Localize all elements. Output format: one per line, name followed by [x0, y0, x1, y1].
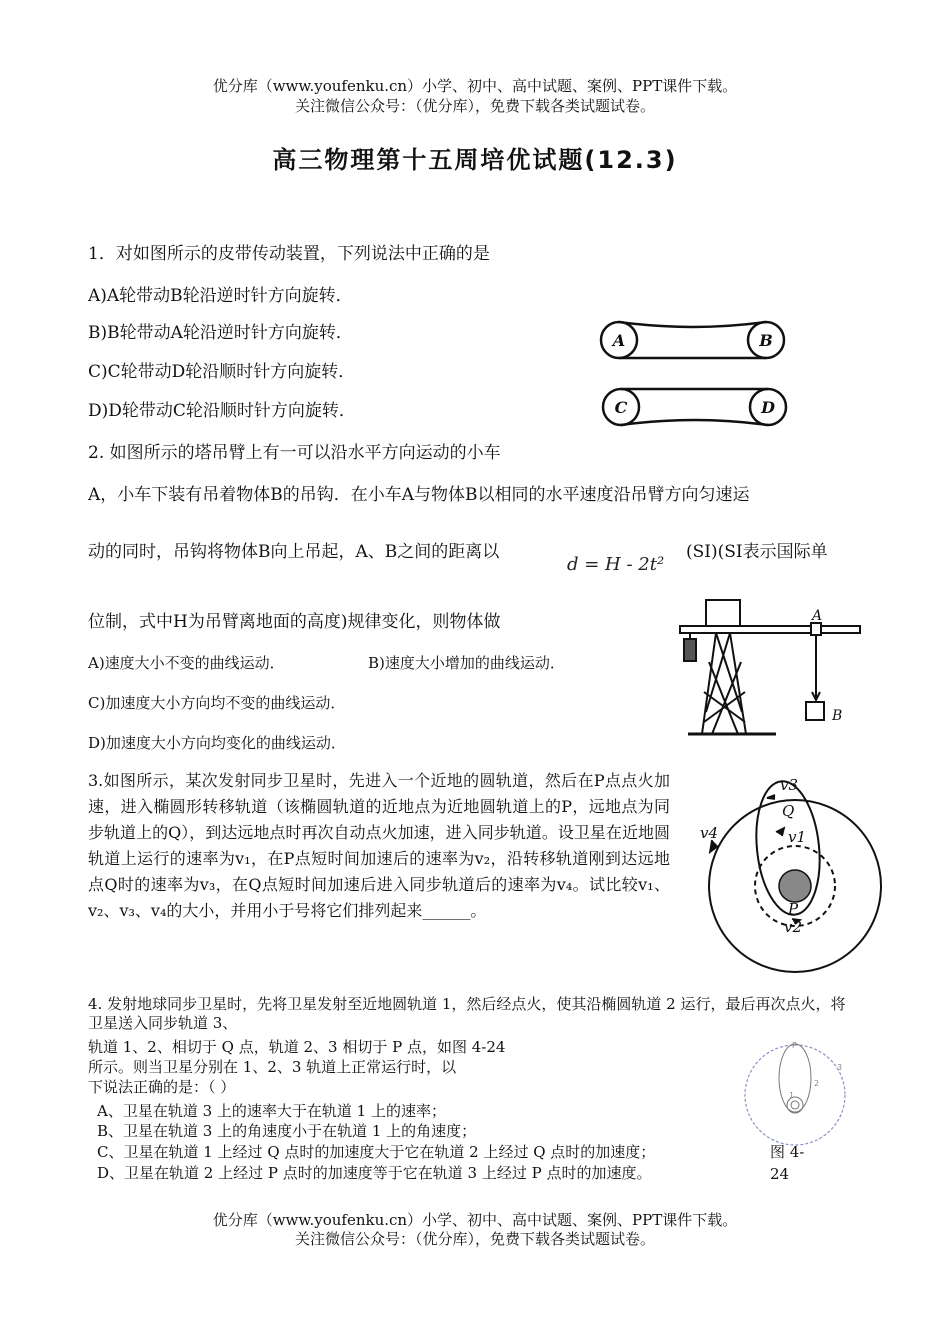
orbit-2-label: 2: [814, 1079, 820, 1088]
wheel-b-label: B: [759, 331, 773, 350]
header-line-1: 优分库（www.youfenku.cn）小学、初中、高中试题、案例、PPT课件下载。: [212, 77, 738, 95]
q4-line-4: 下说法正确的是：（ ）: [88, 1078, 236, 1096]
q1-option-b: B)B轮带动A轮沿逆时针方向旋转．: [88, 323, 353, 343]
v1-label: v1: [788, 828, 807, 846]
orbit-diagram-4-24: [742, 1040, 850, 1148]
crane-load-label: B: [832, 708, 843, 724]
q1-option-c: C)C轮带动D轮沿顺时针方向旋转．: [88, 362, 356, 382]
q2-line-4: 位制，式中H为吊臂离地面的高度)规律变化，则物体做: [88, 612, 501, 632]
orbit-3-label: 3: [837, 1063, 843, 1072]
satellite-orbits-figure: [700, 776, 890, 976]
q1-stem: 1．对如图所示的皮带传动装置，下列说法中正确的是: [88, 244, 490, 264]
v3-label: v3: [780, 776, 799, 794]
q4-line-3: 所示。则当卫星分别在 1、2、3 轨道上正常运行时，以: [88, 1058, 457, 1076]
orbit-p-label: P: [792, 1041, 797, 1050]
q4-figure-caption-1: 图 4-: [770, 1143, 805, 1161]
q4-figure-caption-2: 24: [770, 1165, 790, 1183]
point-p-label: P: [788, 900, 799, 918]
q2-line-3-tail: (SI)(SI表示国际单: [686, 542, 828, 562]
q2-equation: d = H - 2t²: [567, 554, 665, 575]
q4-option-a: A、卫星在轨道 3 上的速率大于在轨道 1 上的速率；: [97, 1102, 446, 1120]
crane-cart-label: A: [812, 608, 823, 624]
v2-label: v2: [784, 918, 803, 936]
footer-line-2: 关注微信公众号：（优分库），免费下载各类试题试卷。: [294, 1230, 655, 1248]
q2-option-a: A)速度大小不变的曲线运动．: [88, 654, 285, 672]
v4-label: v4: [700, 824, 719, 842]
header-line-2: 关注微信公众号：（优分库），免费下载各类试题试卷。: [294, 97, 655, 115]
q2-option-b: B)速度大小增加的曲线运动．: [368, 654, 565, 672]
wheel-d-label: D: [761, 398, 775, 417]
q3-text: 3.如图所示，某次发射同步卫星时，先进入一个近地的圆轨道，然后在P点点火加速，进入椭圆形转移轨道（该椭圆轨道的近地点为近地圆轨道上的P，远地点为同步轨道上的Q），到达远地点时再次自动点火加速，进入同步轨道。设卫星在近地圆轨道上运行的速率为v₁，在P点短时间加速后的速率为v₂，沿转移轨道刚到达远地点Q时的速率为v₃，在Q点短时间加速后进入同步轨道后的速率为v₄。试比较v₁、v₂、v₃、v₄的大小，并用小于号将它们排列起来______。: [88, 771, 670, 920]
orbit-1-label: 1: [789, 1091, 795, 1100]
belt-drive-figure: [598, 318, 790, 442]
wheel-a-label: A: [612, 331, 626, 350]
q4-line-2: 轨道 1、2、相切于 Q 点，轨道 2、3 相切于 P 点，如图 4-24: [88, 1038, 506, 1056]
tower-crane-figure: [668, 592, 864, 742]
q2-line-3: 动的同时，吊钩将物体B向上吊起，A、B之间的距离以: [88, 542, 500, 562]
q2-option-c: C)加速度大小方向均不变的曲线运动．: [88, 694, 346, 712]
q4-option-d: D、卫星在轨道 2 上经过 P 点时的加速度等于它在轨道 3 上经过 P 点时的加速度。: [97, 1164, 652, 1182]
point-q-label: Q: [782, 802, 795, 820]
q2-line-2: A，小车下装有吊着物体B的吊钩．在小车A与物体B以相同的水平速度沿吊臂方向匀速运: [88, 485, 750, 505]
q2-option-d: D)加速度大小方向均变化的曲线运动．: [88, 734, 346, 752]
q4-option-b: B、卫星在轨道 3 上的角速度小于在轨道 1 上的角速度；: [97, 1122, 477, 1140]
q1-option-d: D)D轮带动C轮沿顺时针方向旋转．: [88, 401, 356, 421]
footer-line-1: 优分库（www.youfenku.cn）小学、初中、高中试题、案例、PPT课件下载。: [212, 1211, 738, 1229]
wheel-c-label: C: [614, 398, 628, 417]
q2-line-1: 2. 如图所示的塔吊臂上有一可以沿水平方向运动的小车: [88, 443, 501, 463]
q1-option-a: A)A轮带动B轮沿逆时针方向旋转．: [88, 286, 353, 306]
page-title: 高三物理第十五周培优试题(12.3): [272, 146, 678, 174]
q4-option-c: C、卫星在轨道 1 上经过 Q 点时的加速度大于它在轨道 2 上经过 Q 点时的加速度；: [97, 1143, 656, 1161]
q4-stem: 4. 发射地球同步卫星时，先将卫星发射至近地圆轨道 1，然后经点火，使其沿椭圆轨道 2 运行，最后再次点火，将卫星送入同步轨道 3、: [88, 995, 846, 1032]
